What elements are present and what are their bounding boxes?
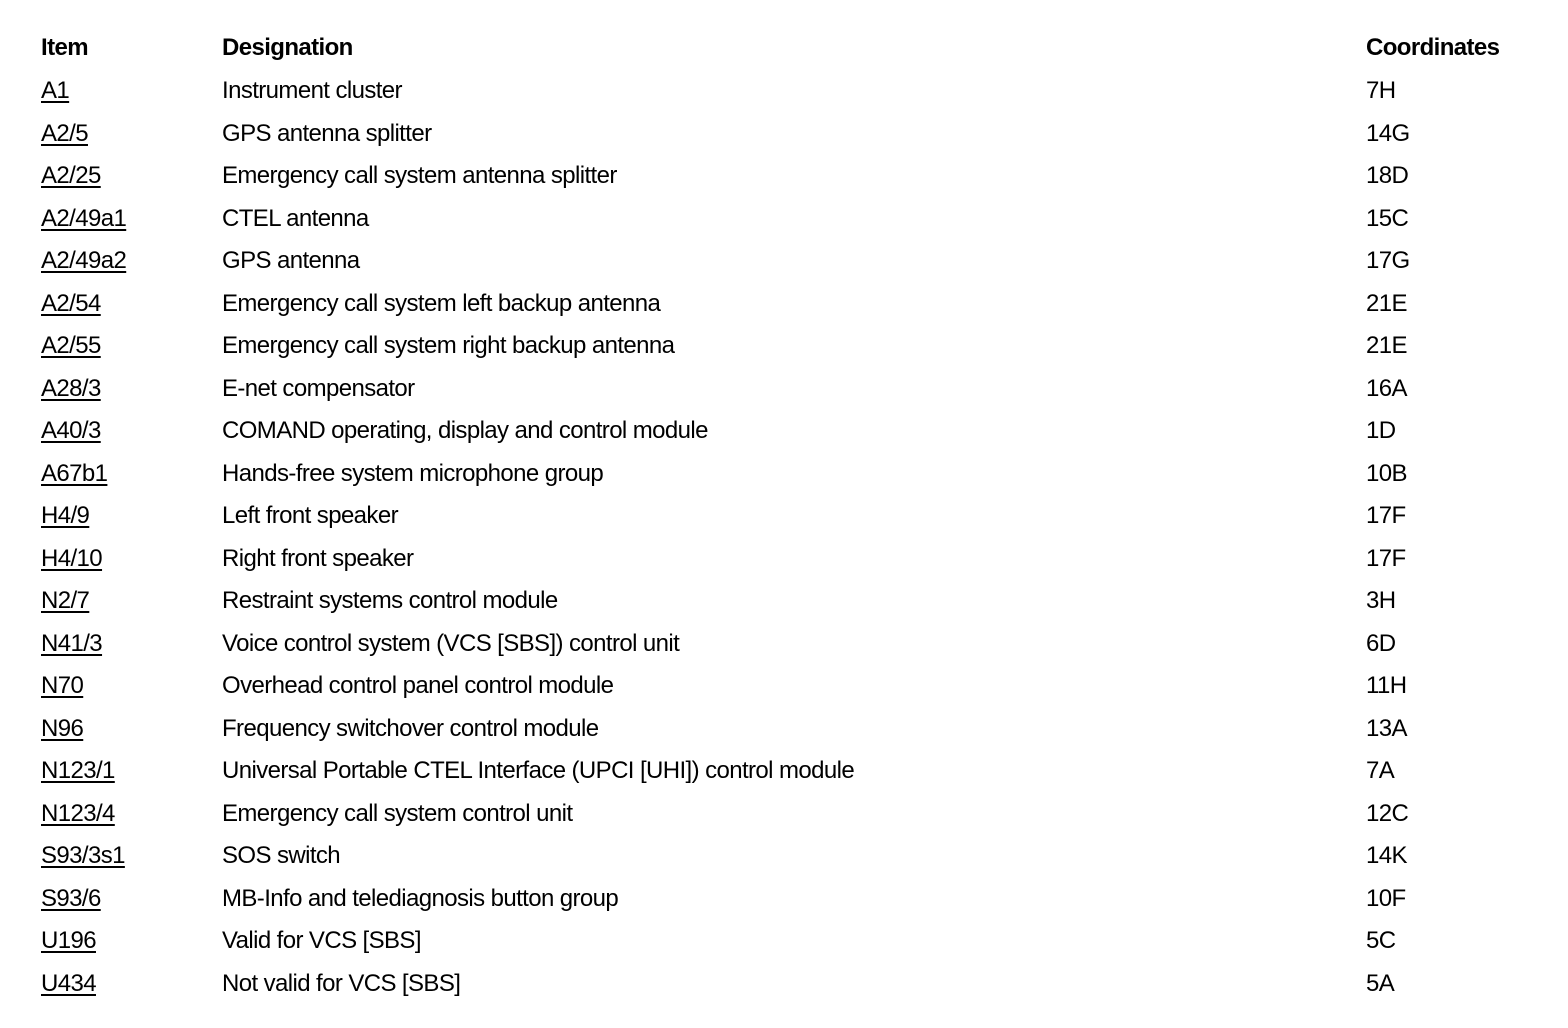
table-row [41, 750, 1531, 793]
item-link[interactable]: A2/49a1 [41, 204, 127, 232]
coordinates-cell: 18D [1366, 162, 1409, 190]
table-row [41, 368, 1531, 411]
item-cell [41, 623, 222, 666]
table-row [41, 835, 1531, 878]
designation-cell: Universal Portable CTEL Interface (UPCI [UHI]) control module [222, 757, 855, 785]
table-row [41, 708, 1531, 751]
item-cell [41, 453, 222, 496]
table-row [41, 793, 1531, 836]
table-row [41, 920, 1531, 963]
table-row [41, 878, 1531, 921]
item-cell [41, 155, 222, 198]
coordinates-cell: 10F [1366, 884, 1406, 912]
header-coordinates: Coordinates [1366, 34, 1500, 61]
table-row [41, 325, 1531, 368]
table-row [41, 963, 1531, 1006]
header-row [41, 26, 1531, 70]
item-cell [41, 920, 222, 963]
table-row [41, 580, 1531, 623]
item-link[interactable]: H4/9 [41, 502, 90, 530]
item-link[interactable]: A1 [41, 77, 70, 105]
item-link[interactable]: N123/4 [41, 799, 115, 827]
designation-cell: Emergency call system left backup antenna [222, 289, 661, 317]
table-body [41, 70, 1531, 1005]
coordinates-cell: 5C [1366, 927, 1396, 955]
table-row [41, 410, 1531, 453]
coordinates-cell: 17F [1366, 544, 1406, 572]
designation-cell: Hands-free system microphone group [222, 459, 604, 487]
item-link[interactable]: H4/10 [41, 544, 103, 572]
item-cell [41, 708, 222, 751]
coordinates-cell: 1D [1366, 417, 1396, 445]
item-cell [41, 113, 222, 156]
item-cell [41, 878, 222, 921]
item-cell [41, 368, 222, 411]
designation-cell: GPS antenna splitter [222, 119, 432, 147]
coordinates-cell: 3H [1366, 587, 1396, 615]
coordinates-cell: 7H [1366, 77, 1396, 105]
item-link[interactable]: A40/3 [41, 417, 101, 445]
item-link[interactable]: N96 [41, 714, 84, 742]
item-cell [41, 793, 222, 836]
header-item: Item [41, 34, 88, 61]
table-row [41, 283, 1531, 326]
coordinates-cell: 6D [1366, 629, 1396, 657]
item-cell [41, 495, 222, 538]
item-link[interactable]: A28/3 [41, 374, 101, 402]
designation-cell: SOS switch [222, 842, 341, 870]
item-cell [41, 580, 222, 623]
designation-cell: Right front speaker [222, 544, 414, 572]
designation-cell: Valid for VCS [SBS] [222, 927, 421, 955]
designation-cell: E-net compensator [222, 374, 415, 402]
coordinates-cell: 5A [1366, 969, 1395, 997]
designation-cell: Left front speaker [222, 502, 398, 530]
designation-cell: GPS antenna [222, 247, 360, 275]
item-link[interactable]: N41/3 [41, 629, 103, 657]
coordinates-cell: 14K [1366, 842, 1407, 870]
designation-cell: Voice control system (VCS [SBS]) control unit [222, 629, 680, 657]
item-cell [41, 240, 222, 283]
coordinates-cell: 21E [1366, 332, 1407, 360]
designation-cell: Frequency switchover control module [222, 714, 599, 742]
item-cell [41, 198, 222, 241]
item-cell [41, 750, 222, 793]
coordinates-cell: 17G [1366, 247, 1410, 275]
item-link[interactable]: U434 [41, 969, 96, 997]
item-link[interactable]: A2/5 [41, 119, 88, 147]
table-row [41, 155, 1531, 198]
coordinates-cell: 16A [1366, 374, 1407, 402]
item-link[interactable]: A2/49a2 [41, 247, 127, 275]
designation-cell: CTEL antenna [222, 204, 369, 232]
designation-cell: Instrument cluster [222, 77, 402, 105]
table-row [41, 113, 1531, 156]
designation-cell: Emergency call system right backup antenna [222, 332, 675, 360]
table-row [41, 538, 1531, 581]
table-row [41, 665, 1531, 708]
designation-cell: Emergency call system control unit [222, 799, 573, 827]
item-cell [41, 283, 222, 326]
item-link[interactable]: N123/1 [41, 757, 115, 785]
item-cell [41, 410, 222, 453]
item-cell [41, 835, 222, 878]
item-cell [41, 963, 222, 1006]
designation-cell: MB-Info and telediagnosis button group [222, 884, 619, 912]
item-link[interactable]: S93/3s1 [41, 842, 125, 870]
component-legend-table [41, 26, 1531, 1005]
item-link[interactable]: A67b1 [41, 459, 108, 487]
designation-cell: Emergency call system antenna splitter [222, 162, 617, 190]
designation-cell: COMAND operating, display and control module [222, 417, 708, 445]
coordinates-cell: 12C [1366, 799, 1409, 827]
designation-cell: Restraint systems control module [222, 587, 558, 615]
designation-cell: Not valid for VCS [SBS] [222, 969, 461, 997]
coordinates-cell: 14G [1366, 119, 1410, 147]
table-header [41, 26, 1531, 70]
coordinates-cell: 10B [1366, 459, 1407, 487]
coordinates-cell: 13A [1366, 714, 1407, 742]
table-row [41, 495, 1531, 538]
table-row [41, 240, 1531, 283]
item-link[interactable]: A2/54 [41, 289, 101, 317]
item-link[interactable]: N2/7 [41, 587, 90, 615]
coordinates-cell: 11H [1366, 672, 1407, 700]
item-cell [41, 70, 222, 113]
item-link[interactable]: U196 [41, 927, 96, 955]
coordinates-cell: 17F [1366, 502, 1406, 530]
table-row [41, 70, 1531, 113]
item-cell [41, 665, 222, 708]
coordinates-cell: 7A [1366, 757, 1395, 785]
table-row [41, 453, 1531, 496]
item-link[interactable]: A2/25 [41, 162, 101, 190]
table-row [41, 623, 1531, 666]
coordinates-cell: 15C [1366, 204, 1409, 232]
item-cell [41, 325, 222, 368]
item-link[interactable]: A2/55 [41, 332, 101, 360]
item-cell [41, 538, 222, 581]
table-row [41, 198, 1531, 241]
item-link[interactable]: S93/6 [41, 884, 101, 912]
item-link[interactable]: N70 [41, 672, 84, 700]
designation-cell: Overhead control panel control module [222, 672, 614, 700]
header-designation: Designation [222, 34, 353, 61]
coordinates-cell: 21E [1366, 289, 1407, 317]
